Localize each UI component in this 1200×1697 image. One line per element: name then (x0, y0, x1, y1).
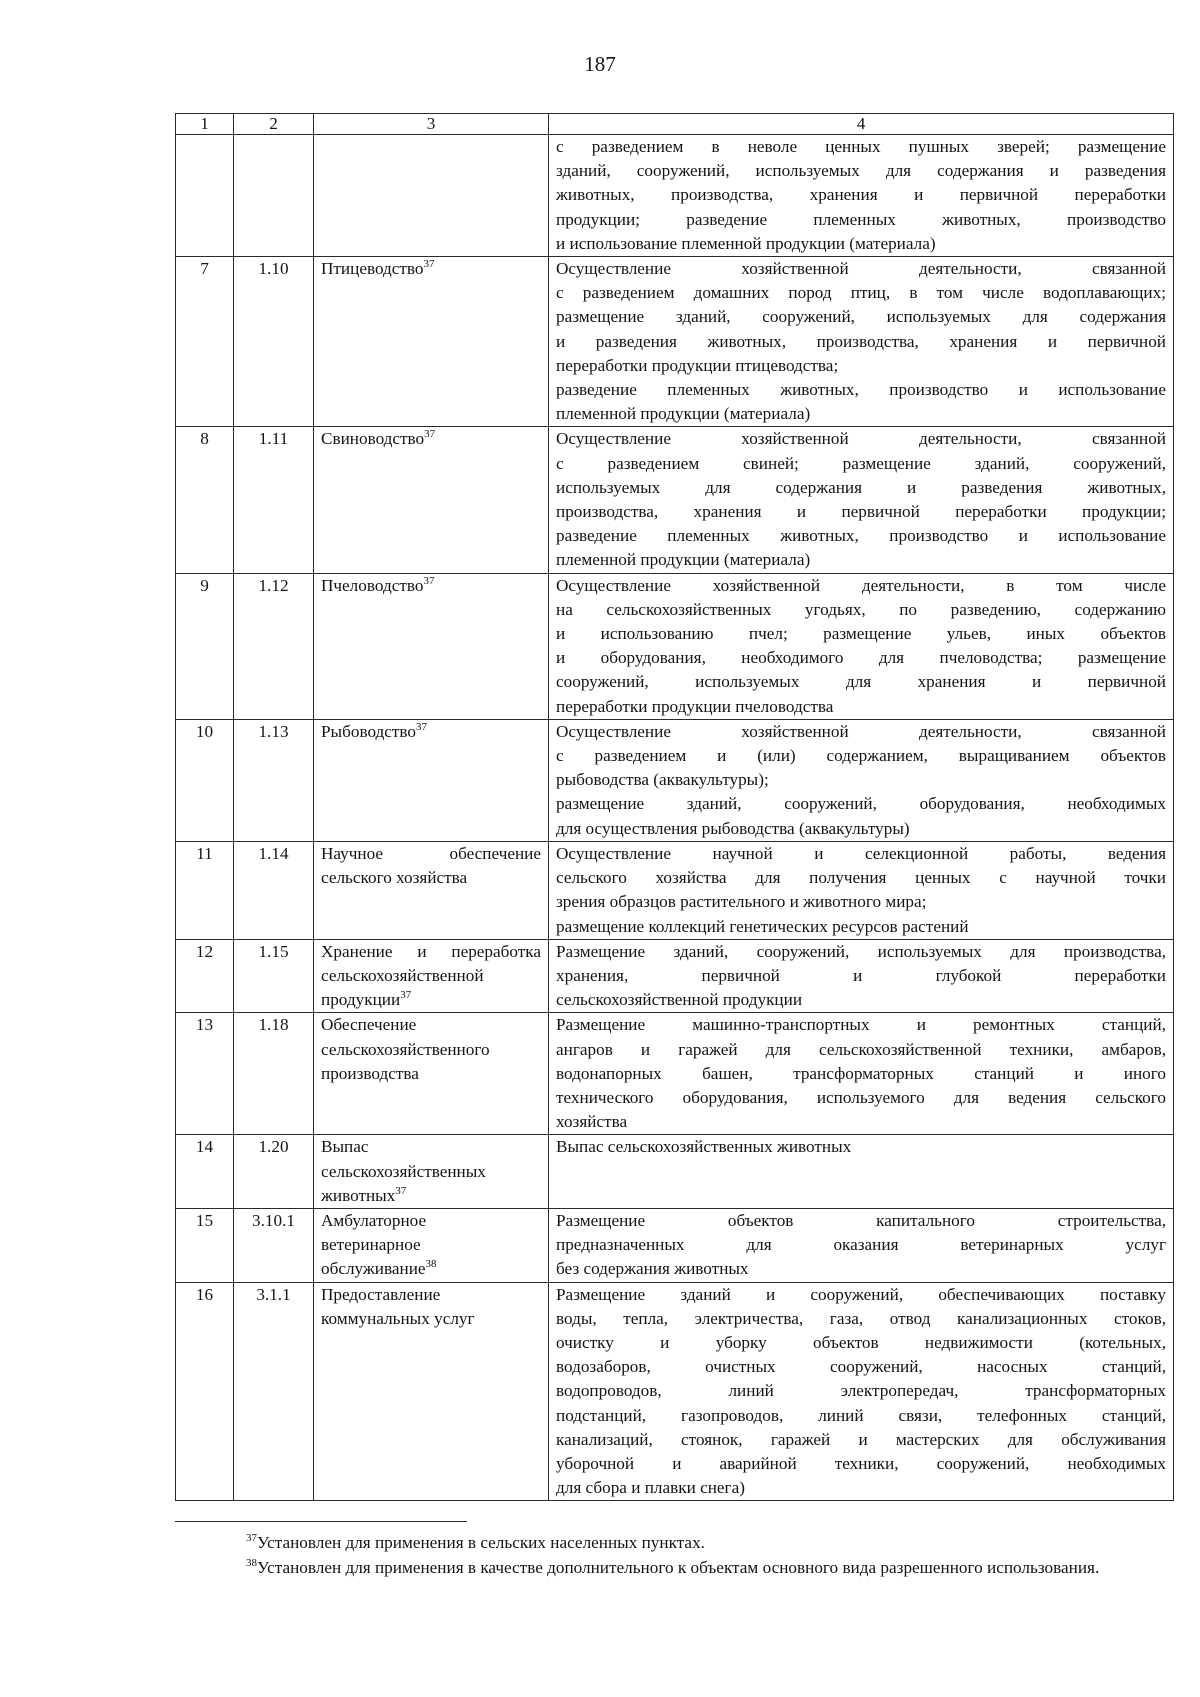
footnote-mark: 37 (246, 1532, 257, 1544)
page-number: 187 (584, 52, 616, 76)
description-line: зданий, сооружений, используемых для содержания и разведения (556, 161, 1166, 181)
description-line: сельскохозяйственной продукции (556, 990, 803, 1010)
use-description (549, 1282, 1174, 1501)
row-number: 8 (176, 427, 234, 573)
description-line: рыбоводства (аквакультуры); (556, 770, 769, 790)
table-row (176, 1208, 1174, 1282)
description-line: водонапорных башен, трансформаторных станций и иного (556, 1063, 1166, 1083)
description-line: сельского хозяйства для получения ценных с научной точки (556, 868, 1166, 888)
row-number: 14 (176, 1135, 234, 1209)
description-line: животных, производства, хранения и первичной переработки (556, 185, 1166, 205)
table-row (176, 1135, 1174, 1209)
column-header-2: 2 (234, 114, 314, 135)
description-line: Размещение зданий и сооружений, обеспечивающих поставку (556, 1284, 1166, 1304)
description-line: Размещение объектов капитального строительства, (556, 1210, 1166, 1230)
description-line: водопроводов, линий электропередач, трансформаторных (556, 1381, 1166, 1401)
footnote-separator (175, 1521, 467, 1522)
use-description (549, 427, 1174, 573)
description-line: размещение зданий, сооружений, оборудования, необходимых (556, 794, 1166, 814)
use-name-text: обслуживание (321, 1259, 426, 1279)
footnote-reference: 37 (424, 428, 436, 441)
description-line: Осуществление научной и селекционной работы, ведения (556, 843, 1166, 863)
use-name-line (321, 427, 541, 451)
description-line: для сбора и плавки снега) (556, 1478, 745, 1498)
description-line: переработки продукции пчеловодства (556, 696, 834, 716)
use-name-text: Амбулаторное (321, 1210, 427, 1230)
use-name-text: Птицеводство (321, 259, 424, 279)
row-number: 16 (176, 1282, 234, 1501)
table-row (176, 939, 1174, 1013)
use-description (549, 1135, 1174, 1209)
row-number: 7 (176, 257, 234, 427)
use-description (549, 719, 1174, 841)
use-name-line (321, 1062, 541, 1086)
description-line: Размещение машинно-транспортных и ремонтных станций, (556, 1015, 1166, 1035)
use-name (314, 135, 549, 257)
footnote-text: Установлен для применения в сельских населенных пунктах. (257, 1533, 705, 1552)
description-line: переработки продукции птицеводства; (556, 355, 839, 375)
use-name-text: Рыбоводство (321, 721, 417, 741)
footnote-reference: 37 (416, 720, 428, 733)
table-row (176, 135, 1174, 257)
row-number: 10 (176, 719, 234, 841)
description-line: ангаров и гаражей для сельскохозяйственной техники, амбаров, (556, 1039, 1166, 1059)
description-line: подстанций, газопроводов, линий связи, телефонных станций, (556, 1405, 1166, 1425)
use-name-text: сельскохозяйственного (321, 1039, 490, 1059)
use-code: 3.1.1 (234, 1282, 314, 1501)
use-name-line (321, 1013, 541, 1037)
use-code: 1.14 (234, 841, 314, 939)
use-name (314, 427, 549, 573)
use-code: 3.10.1 (234, 1208, 314, 1282)
use-name-text: Свиноводство (321, 429, 425, 449)
use-name-text: Обеспечение (321, 1015, 417, 1035)
description-line: очистку и уборку объектов недвижимости (котельных, (556, 1332, 1166, 1352)
description-line: зрения образцов растительного и животного мира; (556, 892, 927, 912)
description-line: канализаций, стоянок, гаражей и мастерских для обслуживания (556, 1429, 1166, 1449)
table-row (176, 257, 1174, 427)
use-name-text: животных (321, 1185, 396, 1205)
use-name-line (321, 1038, 541, 1062)
use-description (549, 257, 1174, 427)
description-line: племенной продукции (материала) (556, 550, 811, 570)
description-line: Осуществление хозяйственной деятельности, в том числе (556, 575, 1166, 595)
description-line: с разведением и (или) содержанием, выращиванием объектов (556, 746, 1166, 766)
use-name-text: Предоставление (321, 1284, 441, 1304)
description-line: технического оборудования, используемого для ведения сельского (556, 1087, 1166, 1107)
use-name (314, 841, 549, 939)
use-code: 1.20 (234, 1135, 314, 1209)
use-name (314, 1208, 549, 1282)
use-name-line (321, 1135, 541, 1159)
description-line: Осуществление хозяйственной деятельности, связанной (556, 429, 1166, 449)
row-number: 11 (176, 841, 234, 939)
use-name-text: коммунальных услуг (321, 1308, 475, 1328)
row-number: 13 (176, 1013, 234, 1135)
description-line: разведение племенных животных, производство и использование (556, 526, 1166, 546)
use-name-line (321, 1307, 541, 1331)
description-line: и использование племенной продукции (материала) (556, 233, 936, 253)
use-code (234, 135, 314, 257)
use-name-line (321, 964, 541, 988)
use-name-line (321, 842, 541, 866)
use-name-line (321, 574, 541, 598)
row-number (176, 135, 234, 257)
use-code: 1.13 (234, 719, 314, 841)
footnote-reference: 37 (400, 989, 412, 1002)
table-row (176, 841, 1174, 939)
description-line: воды, тепла, электричества, газа, отвод канализационных стоков, (556, 1308, 1166, 1328)
table-row (176, 1013, 1174, 1135)
use-name (314, 939, 549, 1013)
row-number: 15 (176, 1208, 234, 1282)
row-number: 9 (176, 573, 234, 719)
description-line: с разведением домашних пород птиц, в том числе водоплавающих; (556, 283, 1166, 303)
use-description (549, 841, 1174, 939)
use-name-line (321, 720, 541, 744)
use-name-line (321, 1160, 541, 1184)
use-name-line (321, 1257, 541, 1281)
use-name-text: Выпас (321, 1137, 369, 1157)
use-name-text: Научное обеспечение (321, 843, 541, 863)
description-line: размещение коллекций генетических ресурсов растений (556, 916, 969, 936)
table-header-row (176, 114, 1174, 135)
description-line: и оборудования, необходимого для пчеловодства; размещение (556, 648, 1166, 668)
use-name-text: сельскохозяйственной (321, 965, 484, 985)
footnote-reference: 37 (423, 574, 435, 587)
use-description (549, 1208, 1174, 1282)
description-line: хозяйства (556, 1112, 628, 1132)
description-line: продукции; разведение племенных животных, производство (556, 209, 1166, 229)
table-row (176, 573, 1174, 719)
description-line: Выпас сельскохозяйственных животных (556, 1137, 852, 1157)
description-line: на сельскохозяйственных угодьях, по разведению, содержанию (556, 599, 1166, 619)
column-header-1: 1 (176, 114, 234, 135)
use-name-line (321, 988, 541, 1012)
use-name-text: продукции (321, 990, 401, 1010)
description-line: уборочной и аварийной техники, сооружений, необходимых (556, 1453, 1166, 1473)
use-name (314, 1135, 549, 1209)
use-name (314, 1013, 549, 1135)
use-name-text: сельского хозяйства (321, 868, 468, 888)
description-line: и разведения животных, производства, хранения и первичной (556, 331, 1166, 351)
description-line: производства, хранения и первичной переработки продукции; (556, 502, 1166, 522)
description-line: сооружений, используемых для хранения и первичной (556, 672, 1166, 692)
table-row (176, 427, 1174, 573)
table-body (176, 135, 1174, 1501)
use-name (314, 719, 549, 841)
description-line: Размещение зданий, сооружений, используемых для производства, (556, 941, 1166, 961)
use-name-line (321, 1283, 541, 1307)
use-name-text: Хранение и переработка (321, 941, 541, 961)
description-line: Осуществление хозяйственной деятельности, связанной (556, 721, 1166, 741)
table-row (176, 719, 1174, 841)
description-line: разведение племенных животных, производство и использование (556, 380, 1166, 400)
table-row (176, 1282, 1174, 1501)
description-line: предназначенных для оказания ветеринарных услуг (556, 1235, 1166, 1255)
use-name-line (321, 1184, 541, 1208)
description-line: с разведением свиней; размещение зданий, сооружений, (556, 453, 1166, 473)
column-header-3: 3 (314, 114, 549, 135)
row-number: 12 (176, 939, 234, 1013)
use-name-line (321, 1209, 541, 1233)
description-line: без содержания животных (556, 1259, 749, 1279)
use-description (549, 573, 1174, 719)
use-name-text: сельскохозяйственных (321, 1161, 486, 1181)
use-code: 1.11 (234, 427, 314, 573)
description-line: с разведением в неволе ценных пушных зверей; размещение (556, 137, 1166, 156)
land-use-table (175, 113, 1174, 1501)
use-name-text: ветеринарное (321, 1235, 421, 1255)
use-name-text: производства (321, 1063, 419, 1083)
description-line: и использованию пчел; размещение ульев, иных объектов (556, 624, 1166, 644)
use-description (549, 1013, 1174, 1135)
footnote-reference: 38 (425, 1258, 437, 1271)
footnote-mark: 38 (246, 1556, 257, 1569)
use-name (314, 1282, 549, 1501)
use-code: 1.12 (234, 573, 314, 719)
column-header-4: 4 (549, 114, 1174, 135)
footnote-text: Установлен для применения в качестве дополнительного к объектам основного вида разрешенного использования. (257, 1557, 1100, 1577)
use-name-line (321, 940, 541, 964)
description-line: размещение зданий, сооружений, используемых для содержания (556, 307, 1166, 327)
footnote-38 (175, 1556, 1170, 1581)
footnotes (175, 1531, 1170, 1580)
use-code: 1.10 (234, 257, 314, 427)
description-line: водозаборов, очистных сооружений, насосных станций, (556, 1357, 1166, 1377)
description-line: для осуществления рыбоводства (аквакультуры) (556, 818, 910, 838)
description-line: Осуществление хозяйственной деятельности, связанной (556, 259, 1166, 279)
description-line: используемых для содержания и разведения животных, (556, 477, 1166, 497)
use-description (549, 939, 1174, 1013)
use-name (314, 573, 549, 719)
use-name (314, 257, 549, 427)
use-name-line (321, 257, 541, 281)
use-name-line (321, 1233, 541, 1257)
use-code: 1.18 (234, 1013, 314, 1135)
description-line: хранения, первичной и глубокой переработки (556, 965, 1166, 985)
use-description (549, 135, 1174, 257)
use-name-line (321, 866, 541, 890)
description-line: племенной продукции (материала) (556, 404, 811, 424)
use-code: 1.15 (234, 939, 314, 1013)
footnote-reference: 37 (423, 258, 435, 271)
use-name-text: Пчеловодство (321, 575, 424, 595)
footnote-37 (175, 1531, 1170, 1556)
footnote-reference: 37 (395, 1184, 407, 1197)
